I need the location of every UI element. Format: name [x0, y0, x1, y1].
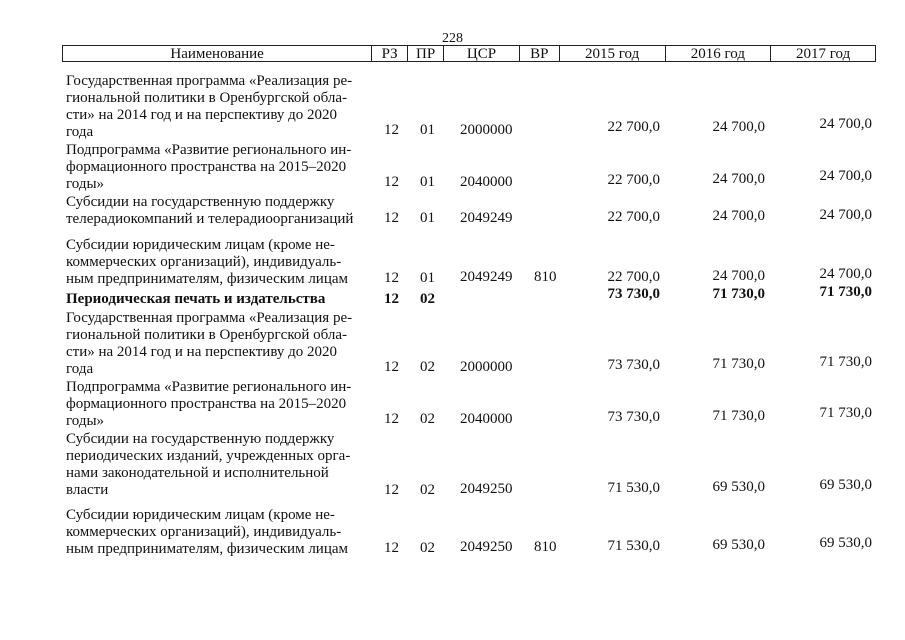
row-vr: 810: [534, 269, 557, 285]
row-name: Субсидии юридическим лицам (кроме не- коммерческих организаций), индивидуаль- ным предпринимателям, физическим лицам: [66, 507, 349, 557]
header-rz: РЗ: [372, 46, 408, 61]
row-csr: 2049249: [460, 269, 513, 285]
row-csr: 2040000: [460, 411, 513, 427]
row-2016: 24 700,0: [712, 171, 765, 187]
page-number: 228: [442, 31, 463, 46]
row-name: Государственная программа «Реализация ре- гиональной политики в Оренбургской обла- сти» на 2014 год и на перспективу до 2020 года: [66, 73, 353, 140]
header-2015: 2015 год: [560, 46, 666, 61]
row-2017: 69 530,0: [819, 477, 872, 493]
row-rz: 12: [384, 482, 399, 498]
row-2017: 71 730,0: [819, 284, 872, 300]
row-name: Субсидии юридическим лицам (кроме не- коммерческих организаций), индивидуаль- ным предпринимателям, физическим лицам: [66, 237, 349, 287]
row-rz: 12: [384, 540, 399, 556]
row-name: Периодическая печать и издательства: [66, 291, 326, 307]
row-2015: 73 730,0: [607, 286, 660, 302]
row-2016: 24 700,0: [712, 119, 765, 135]
row-2016: 24 700,0: [712, 268, 765, 284]
row-csr: 2000000: [460, 359, 513, 375]
header-csr: ЦСР: [444, 46, 520, 61]
row-pr: 01: [420, 174, 435, 190]
row-pr: 01: [420, 210, 435, 226]
row-name: Подпрограмма «Развитие регионального ин- формационного пространства на 2015–2020 годы»: [66, 379, 352, 429]
row-csr: 2000000: [460, 122, 513, 138]
header-2016: 2016 год: [666, 46, 772, 61]
row-pr: 01: [420, 270, 435, 286]
row-2017: 71 730,0: [819, 405, 872, 421]
row-2015: 71 530,0: [607, 538, 660, 554]
header-2017: 2017 год: [795, 46, 851, 62]
row-2017: 24 700,0: [819, 207, 872, 223]
row-pr: 02: [420, 359, 435, 375]
row-pr: 02: [420, 540, 435, 556]
row-2016: 69 530,0: [712, 537, 765, 553]
row-2016: 69 530,0: [712, 479, 765, 495]
row-rz: 12: [384, 122, 399, 138]
row-2015: 73 730,0: [607, 357, 660, 373]
row-2015: 22 700,0: [607, 269, 660, 285]
row-2017: 24 700,0: [819, 168, 872, 184]
row-rz: 12: [384, 174, 399, 190]
row-vr: 810: [534, 539, 557, 555]
row-2015: 22 700,0: [607, 209, 660, 225]
row-2017: 24 700,0: [819, 266, 872, 282]
row-name: Государственная программа «Реализация ре- гиональной политики в Оренбургской обла- сти» на 2014 год и на перспективу до 2020 года: [66, 310, 353, 377]
row-name: Подпрограмма «Развитие регионального ин- формационного пространства на 2015–2020 годы»: [66, 142, 352, 192]
row-2015: 22 700,0: [607, 172, 660, 188]
row-2015: 71 530,0: [607, 480, 660, 496]
header-pr: ПР: [408, 46, 444, 61]
row-name: Субсидии на государственную поддержку телерадиокомпаний и телерадиоорганизаций: [66, 194, 354, 227]
row-csr: 2049250: [460, 539, 513, 555]
row-pr: 02: [420, 291, 435, 307]
row-pr: 02: [420, 482, 435, 498]
row-pr: 01: [420, 122, 435, 138]
row-name: Субсидии на государственную поддержку периодических изданий, учрежденных орга- нами законодательной и исполнительной власти: [66, 431, 351, 498]
header-vr: ВР: [520, 46, 560, 61]
row-rz: 12: [384, 291, 399, 307]
row-rz: 12: [384, 411, 399, 427]
row-2017: 24 700,0: [819, 116, 872, 132]
row-rz: 12: [384, 359, 399, 375]
row-csr: 2049250: [460, 481, 513, 497]
row-pr: 02: [420, 411, 435, 427]
row-csr: 2049249: [460, 210, 513, 226]
header-name: Наименование: [63, 46, 372, 61]
row-2016: 71 730,0: [712, 286, 765, 302]
row-rz: 12: [384, 270, 399, 286]
row-2016: 71 730,0: [712, 408, 765, 424]
row-2015: 22 700,0: [607, 119, 660, 135]
row-2016: 71 730,0: [712, 356, 765, 372]
row-2015: 73 730,0: [607, 409, 660, 425]
row-rz: 12: [384, 210, 399, 226]
row-2017: 69 530,0: [819, 535, 872, 551]
row-csr: 2040000: [460, 174, 513, 190]
row-2017: 71 730,0: [819, 354, 872, 370]
row-2016: 24 700,0: [712, 208, 765, 224]
